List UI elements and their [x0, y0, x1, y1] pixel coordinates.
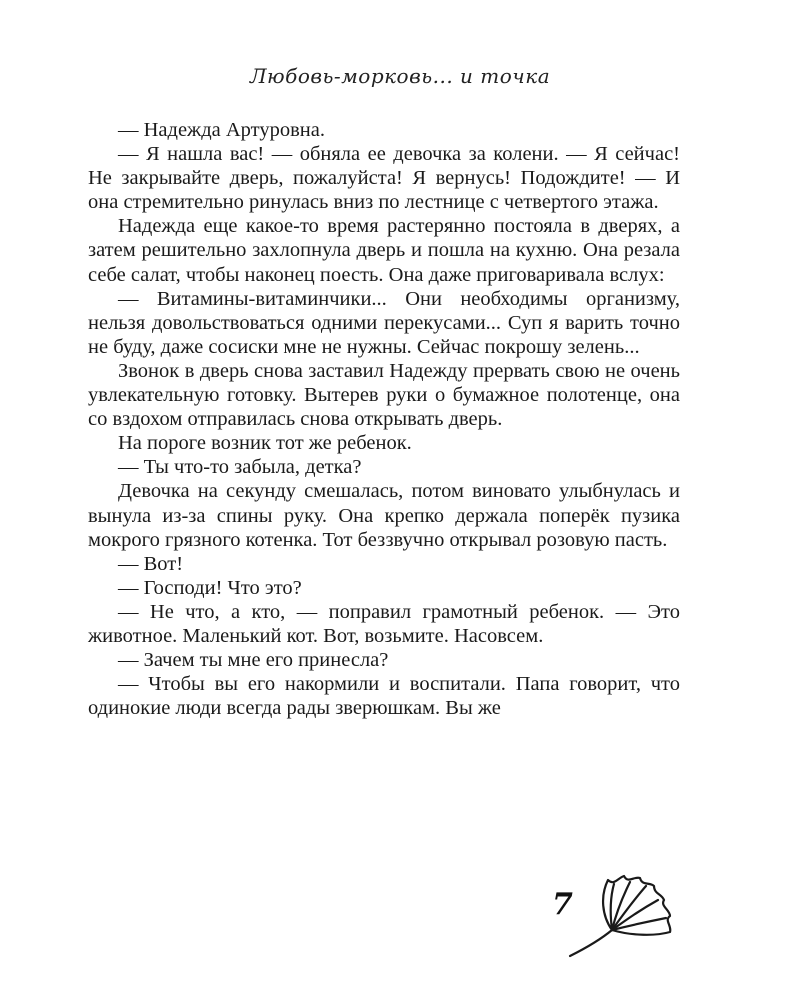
- paragraph: — Витамины-витаминчики... Они необходимы организму, нельзя довольствоваться одними перекусами... Суп я варить точно не буду, даже сосиски мне не нужны. Сейчас покрошу зелень...: [88, 287, 680, 358]
- paragraph: — Господи! Что это?: [118, 576, 302, 599]
- paragraph: — Зачем ты мне его принесла?: [118, 649, 389, 672]
- paragraph: Девочка на секунду смешалась, потом виновато улыбнулась и вынула из-за спины руку. Она крепко держала поперёк пузика мокрого грязного котенка. Тот беззвучно открывал розовую пасть.: [88, 480, 680, 551]
- body-text: [88, 118, 680, 720]
- paragraph: — Надежда Артуровна.: [118, 119, 325, 141]
- paragraph: — Чтобы вы его накормили и воспитали. Папа говорит, что одинокие люди всегда рады зверюшкам. Вы же: [88, 673, 680, 720]
- paragraph: На пороге возник тот же ребенок.: [118, 432, 412, 455]
- running-title: Любовь-морковь... и точка: [249, 64, 551, 88]
- page-number: 7: [552, 887, 573, 922]
- paragraph: — Ты что-то забыла, детка?: [118, 456, 362, 479]
- paragraph: — Я нашла вас! — обняла ее девочка за колени. — Я сейчас! Не закрывайте дверь, пожалуйста! Я вернусь! Подождите! — И она стремительно ринулась вниз по лестнице с четвертого этажа.: [88, 143, 680, 214]
- paragraph: Звонок в дверь снова заставил Надежду прервать свою не очень увлекательную готовку. Вытерев руки о бумажное полотенце, она со вздохом отправилась снова открывать дверь.: [88, 359, 680, 431]
- paragraph: Надежда еще какое-то время растерянно постояла в дверях, а затем решительно захлопнула дверь и пошла на кухню. Она резала себе салат, чтобы наконец поесть. Она даже приговаривала вслух:: [88, 215, 680, 286]
- ginkgo-leaf-icon: [566, 870, 686, 960]
- paragraph: — Не что, а кто, — поправил грамотный ребенок. — Это животное. Маленький кот. Вот, возьмите. Насовсем.: [88, 600, 680, 647]
- paragraph: — Вот!: [118, 552, 184, 575]
